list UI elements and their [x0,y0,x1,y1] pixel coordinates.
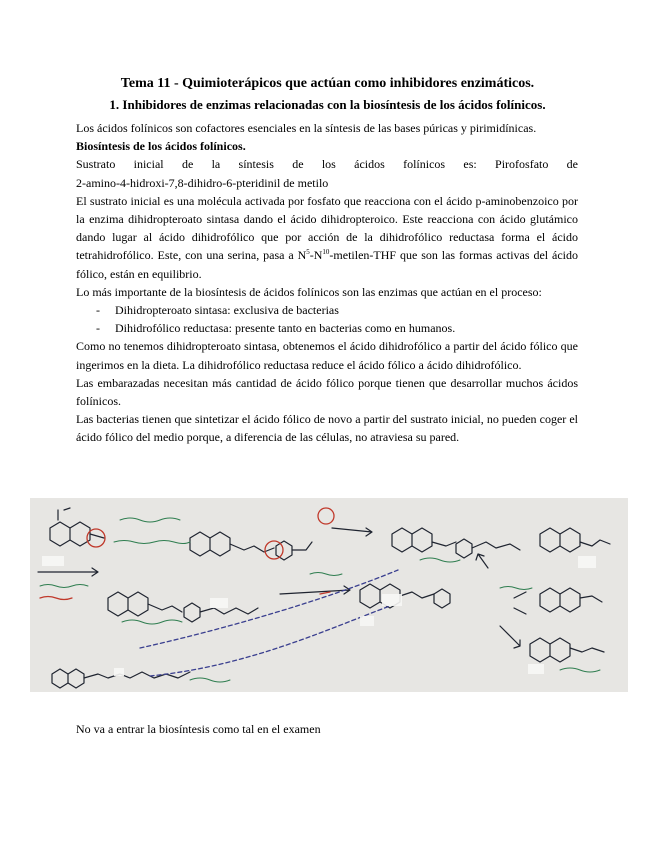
list-item: - Dihidropteroato sintasa: exclusiva de bacterias [76,301,578,319]
substrate-line-1: Sustrato inicial de la síntesis de los ácidos folínicos es: Pirofosfato de [76,157,578,172]
exam-note: No va a entrar la biosíntesis como tal en el examen [76,722,321,736]
intro-paragraph: Los ácidos folínicos son cofactores esenciales en la síntesis de las bases púricas y pirimidínicas. [76,121,537,135]
section-heading: 1. Inhibidores de enzimas relacionadas con la biosíntesis de los ácidos folínicos. [109,97,546,112]
handwritten-biosynthesis-photo [30,498,628,692]
biosynthesis-sketch [30,498,628,692]
page-title: Tema 11 - Quimioterápicos que actúan como inhibidores enzimáticos. [120,76,535,91]
diet-paragraph: Como no tenemos dihidropteroato sintasa, obtenemos el ácido dihidrofólico a partir del ácido fólico que ingerimos en la dieta. La dihidrofólico reductasa reduce el ácido fólico a ácido dihidrofólico. [76,339,578,372]
enzymes-intro: Lo más importante de la biosíntesis de ácidos folínicos son las enzimas que actúan en el proceso: [76,284,542,299]
document-body [76,119,578,447]
bacteria-paragraph: Las bacterias tienen que sintetizar el ácido fólico de novo a partir del sustrato inicial, no pueden coger el ácido fólico del medio porque, a diferencia de las células, no atraviesa su pared. [76,412,578,445]
enzyme-list [76,301,578,337]
pregnant-paragraph: Las embarazadas necesitan más cantidad de ácido fólico porque tienen que desarrollar muchos ácidos folínicos. [76,375,578,409]
mechanism-paragraph: El sustrato inicial es una molécula activada por fosfato que reacciona con el ácido p-aminobenzoico por la enzima dihidropteroato sintasa dando el ácido dihidropteroico. Este reacciona con ácido glutámico dando lugar al ácido dihidrofólico que por acción de la dihidrofólico reductasa forma el ácido tetrahidrofólico. Este, con una serina, pasa a $N^5-N^{10}-metilen$-THF que son las formas activas del ácido fólico, están en equilibrio. [76,193,579,281]
list-item: - Dihidrofólico reductasa: presente tanto en bacterias como en humanos. [76,319,578,337]
substrate-line-2: 2-amino-4-hidroxi-7,8-dihidro-6-pteridinil de metilo [76,175,329,190]
biosynthesis-heading: Biosíntesis de los ácidos folínicos. [76,139,246,154]
